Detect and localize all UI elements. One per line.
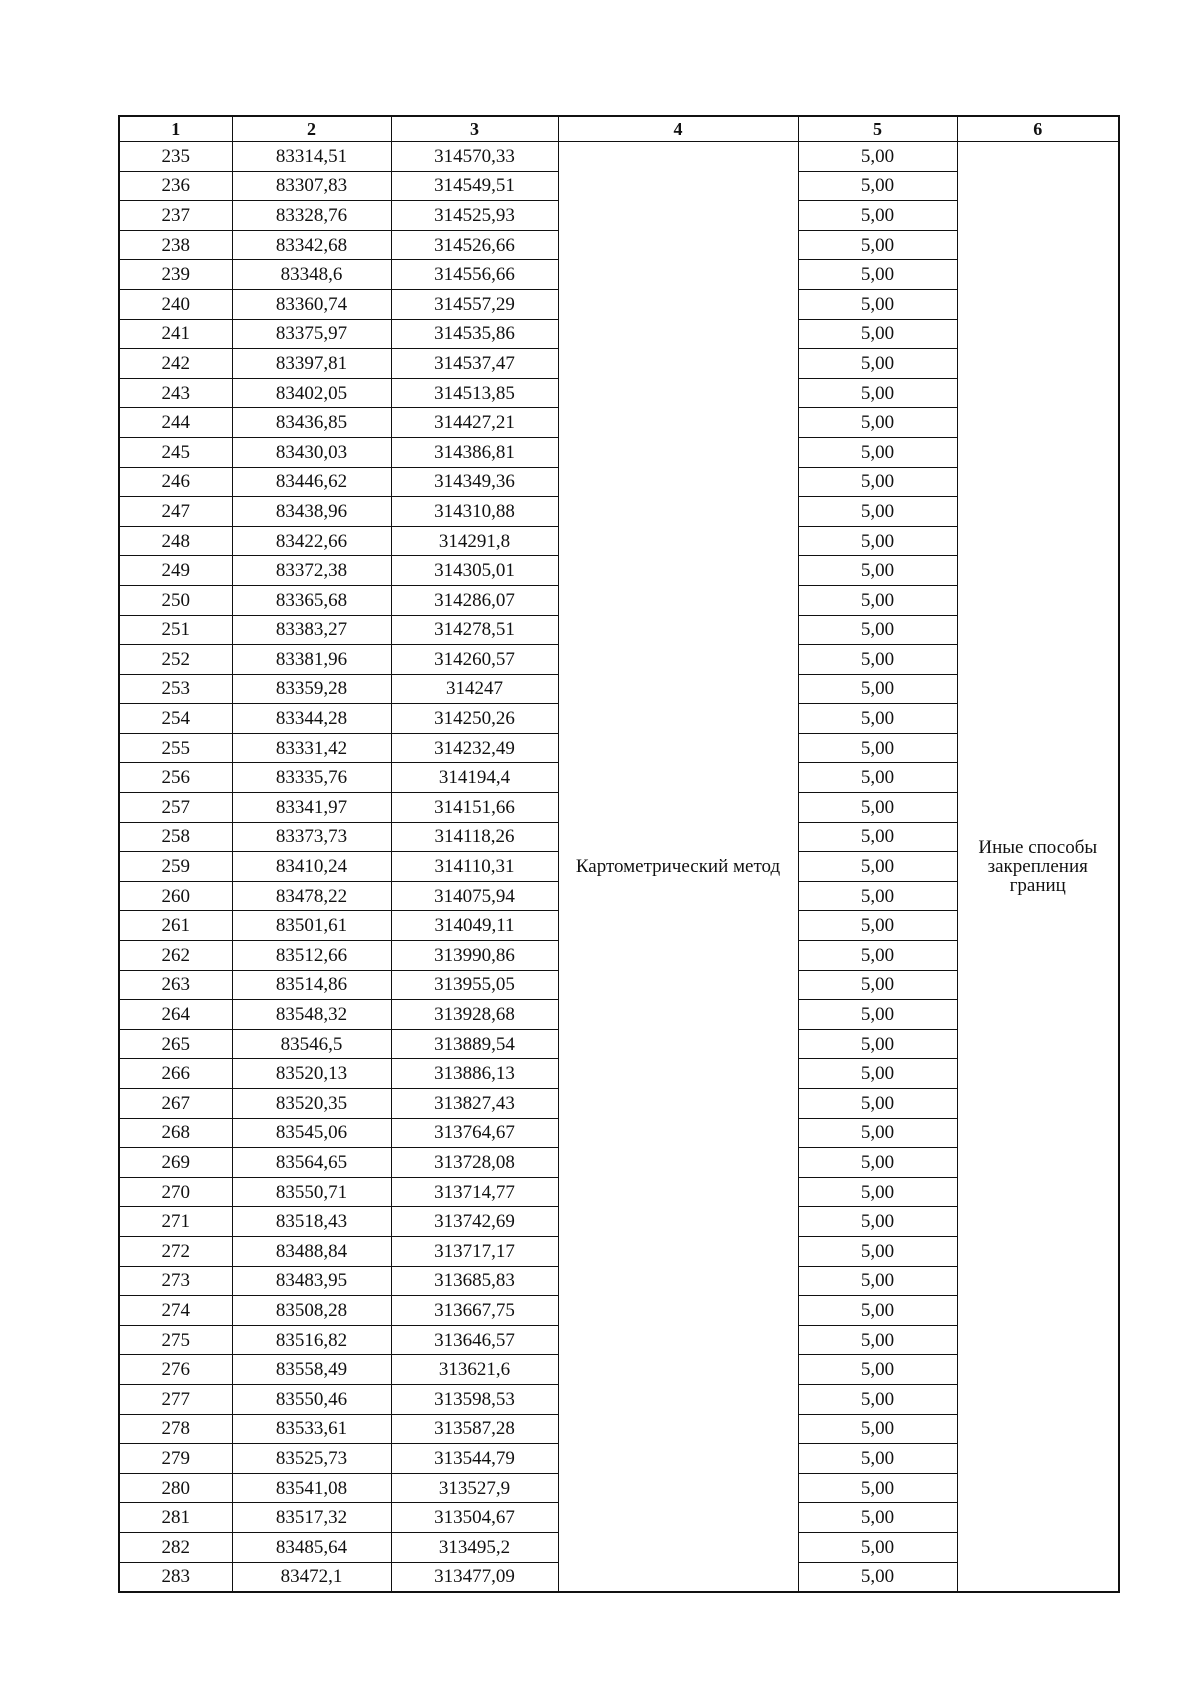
cell-coord-x: 83520,35 [232, 1089, 391, 1119]
cell-accuracy: 5,00 [798, 497, 957, 527]
cell-coord-x: 83501,61 [232, 911, 391, 941]
cell-coord-x: 83342,68 [232, 230, 391, 260]
cell-coord-y: 314513,85 [391, 378, 558, 408]
cell-point-number: 253 [119, 674, 232, 704]
cell-coord-x: 83344,28 [232, 704, 391, 734]
cell-accuracy: 5,00 [798, 1296, 957, 1326]
cell-point-number: 247 [119, 497, 232, 527]
cell-point-number: 240 [119, 289, 232, 319]
cell-coord-x: 83548,32 [232, 1000, 391, 1030]
cell-accuracy: 5,00 [798, 615, 957, 645]
cell-coord-y: 313667,75 [391, 1296, 558, 1326]
cell-coord-x: 83314,51 [232, 142, 391, 172]
cell-point-number: 275 [119, 1325, 232, 1355]
cell-coord-y: 314250,26 [391, 704, 558, 734]
cell-coord-y: 313598,53 [391, 1384, 558, 1414]
cell-accuracy: 5,00 [798, 1562, 957, 1592]
cell-coord-x: 83541,08 [232, 1473, 391, 1503]
cell-accuracy: 5,00 [798, 1029, 957, 1059]
cell-coord-y: 314525,93 [391, 201, 558, 231]
cell-accuracy: 5,00 [798, 941, 957, 971]
cell-coord-x: 83545,06 [232, 1118, 391, 1148]
cell-accuracy: 5,00 [798, 1266, 957, 1296]
cell-coord-y: 313621,6 [391, 1355, 558, 1385]
cell-coord-x: 83372,38 [232, 556, 391, 586]
cell-point-number: 242 [119, 349, 232, 379]
cell-accuracy: 5,00 [798, 1000, 957, 1030]
cell-coord-y: 314537,47 [391, 349, 558, 379]
cell-point-number: 252 [119, 645, 232, 675]
cell-accuracy: 5,00 [798, 1118, 957, 1148]
cell-coord-x: 83375,97 [232, 319, 391, 349]
cell-coord-y: 313477,09 [391, 1562, 558, 1592]
cell-coord-y: 314049,11 [391, 911, 558, 941]
cell-coord-y: 314305,01 [391, 556, 558, 586]
cell-coord-x: 83381,96 [232, 645, 391, 675]
method-cell: Картометрический метод [558, 142, 798, 1593]
cell-coord-y: 313504,67 [391, 1503, 558, 1533]
cell-coord-x: 83373,73 [232, 822, 391, 852]
cell-accuracy: 5,00 [798, 763, 957, 793]
cell-coord-x: 83508,28 [232, 1296, 391, 1326]
cell-coord-y: 313742,69 [391, 1207, 558, 1237]
cell-accuracy: 5,00 [798, 1089, 957, 1119]
cell-point-number: 236 [119, 171, 232, 201]
cell-accuracy: 5,00 [798, 1059, 957, 1089]
cell-coord-x: 83533,61 [232, 1414, 391, 1444]
cell-point-number: 273 [119, 1266, 232, 1296]
cell-accuracy: 5,00 [798, 378, 957, 408]
cell-coord-y: 314526,66 [391, 230, 558, 260]
cell-accuracy: 5,00 [798, 437, 957, 467]
cell-point-number: 261 [119, 911, 232, 941]
cell-coord-x: 83546,5 [232, 1029, 391, 1059]
header-col-1: 1 [119, 116, 232, 142]
cell-coord-x: 83359,28 [232, 674, 391, 704]
cell-accuracy: 5,00 [798, 1384, 957, 1414]
cell-coord-x: 83518,43 [232, 1207, 391, 1237]
cell-point-number: 268 [119, 1118, 232, 1148]
cell-coord-y: 314549,51 [391, 171, 558, 201]
cell-coord-y: 314291,8 [391, 526, 558, 556]
cell-accuracy: 5,00 [798, 349, 957, 379]
cell-point-number: 249 [119, 556, 232, 586]
cell-coord-x: 83550,46 [232, 1384, 391, 1414]
header-col-3: 3 [391, 116, 558, 142]
cell-coord-y: 313928,68 [391, 1000, 558, 1030]
cell-coord-y: 314427,21 [391, 408, 558, 438]
cell-accuracy: 5,00 [798, 674, 957, 704]
cell-coord-y: 314286,07 [391, 585, 558, 615]
cell-coord-y: 313714,77 [391, 1177, 558, 1207]
cell-point-number: 257 [119, 793, 232, 823]
cell-coord-y: 314386,81 [391, 437, 558, 467]
cell-point-number: 280 [119, 1473, 232, 1503]
cell-point-number: 251 [119, 615, 232, 645]
cell-coord-x: 83341,97 [232, 793, 391, 823]
cell-point-number: 277 [119, 1384, 232, 1414]
cell-coord-x: 83360,74 [232, 289, 391, 319]
cell-point-number: 244 [119, 408, 232, 438]
cell-coord-x: 83517,32 [232, 1503, 391, 1533]
cell-point-number: 269 [119, 1148, 232, 1178]
cell-point-number: 259 [119, 852, 232, 882]
cell-point-number: 282 [119, 1532, 232, 1562]
cell-coord-x: 83520,13 [232, 1059, 391, 1089]
cell-accuracy: 5,00 [798, 704, 957, 734]
table-body [119, 142, 1119, 1593]
cell-coord-x: 83328,76 [232, 201, 391, 231]
cell-accuracy: 5,00 [798, 1355, 957, 1385]
header-row [119, 116, 1119, 142]
cell-coord-y: 314247 [391, 674, 558, 704]
cell-coord-x: 83307,83 [232, 171, 391, 201]
cell-coord-x: 83478,22 [232, 881, 391, 911]
cell-coord-y: 313527,9 [391, 1473, 558, 1503]
cell-accuracy: 5,00 [798, 1177, 957, 1207]
cell-coord-x: 83402,05 [232, 378, 391, 408]
cell-accuracy: 5,00 [798, 1444, 957, 1474]
cell-coord-y: 313886,13 [391, 1059, 558, 1089]
cell-accuracy: 5,00 [798, 260, 957, 290]
cell-accuracy: 5,00 [798, 1148, 957, 1178]
cell-point-number: 281 [119, 1503, 232, 1533]
cell-coord-y: 314310,88 [391, 497, 558, 527]
cell-coord-x: 83436,85 [232, 408, 391, 438]
cell-point-number: 245 [119, 437, 232, 467]
cell-accuracy: 5,00 [798, 467, 957, 497]
cell-accuracy: 5,00 [798, 733, 957, 763]
cell-coord-y: 313889,54 [391, 1029, 558, 1059]
cell-coord-y: 314110,31 [391, 852, 558, 882]
cell-coord-y: 314535,86 [391, 319, 558, 349]
cell-coord-y: 313685,83 [391, 1266, 558, 1296]
cell-point-number: 250 [119, 585, 232, 615]
cell-coord-x: 83397,81 [232, 349, 391, 379]
cell-coord-y: 314118,26 [391, 822, 558, 852]
cell-accuracy: 5,00 [798, 556, 957, 586]
cell-accuracy: 5,00 [798, 1236, 957, 1266]
cell-accuracy: 5,00 [798, 1532, 957, 1562]
cell-coord-x: 83564,65 [232, 1148, 391, 1178]
cell-coord-y: 313717,17 [391, 1236, 558, 1266]
cell-coord-y: 313544,79 [391, 1444, 558, 1474]
cell-point-number: 283 [119, 1562, 232, 1592]
cell-coord-y: 314194,4 [391, 763, 558, 793]
cell-coord-x: 83485,64 [232, 1532, 391, 1562]
cell-accuracy: 5,00 [798, 230, 957, 260]
cell-accuracy: 5,00 [798, 822, 957, 852]
cell-coord-y: 314151,66 [391, 793, 558, 823]
cell-point-number: 248 [119, 526, 232, 556]
cell-coord-x: 83438,96 [232, 497, 391, 527]
cell-point-number: 276 [119, 1355, 232, 1385]
cell-accuracy: 5,00 [798, 645, 957, 675]
cell-point-number: 256 [119, 763, 232, 793]
header-col-4: 4 [558, 116, 798, 142]
header-col-6: 6 [957, 116, 1119, 142]
cell-coord-y: 314557,29 [391, 289, 558, 319]
cell-coord-x: 83512,66 [232, 941, 391, 971]
cell-coord-x: 83483,95 [232, 1266, 391, 1296]
cell-accuracy: 5,00 [798, 1414, 957, 1444]
cell-coord-y: 314570,33 [391, 142, 558, 172]
cell-coord-x: 83488,84 [232, 1236, 391, 1266]
cell-coord-x: 83446,62 [232, 467, 391, 497]
cell-coord-y: 314232,49 [391, 733, 558, 763]
cell-accuracy: 5,00 [798, 1473, 957, 1503]
cell-point-number: 267 [119, 1089, 232, 1119]
cell-coord-x: 83383,27 [232, 615, 391, 645]
cell-coord-x: 83410,24 [232, 852, 391, 882]
cell-accuracy: 5,00 [798, 526, 957, 556]
cell-coord-x: 83514,86 [232, 970, 391, 1000]
cell-point-number: 272 [119, 1236, 232, 1266]
cell-point-number: 265 [119, 1029, 232, 1059]
cell-point-number: 235 [119, 142, 232, 172]
cell-coord-x: 83430,03 [232, 437, 391, 467]
cell-coord-x: 83348,6 [232, 260, 391, 290]
cell-accuracy: 5,00 [798, 852, 957, 882]
cell-coord-y: 314556,66 [391, 260, 558, 290]
cell-point-number: 263 [119, 970, 232, 1000]
cell-coord-y: 314075,94 [391, 881, 558, 911]
cell-point-number: 254 [119, 704, 232, 734]
coordinates-table [118, 115, 1120, 1593]
cell-coord-x: 83558,49 [232, 1355, 391, 1385]
cell-point-number: 264 [119, 1000, 232, 1030]
cell-coord-y: 313495,2 [391, 1532, 558, 1562]
table-header [119, 116, 1119, 142]
cell-coord-y: 314260,57 [391, 645, 558, 675]
cell-coord-x: 83365,68 [232, 585, 391, 615]
cell-point-number: 237 [119, 201, 232, 231]
cell-coord-y: 314349,36 [391, 467, 558, 497]
cell-accuracy: 5,00 [798, 171, 957, 201]
cell-point-number: 266 [119, 1059, 232, 1089]
cell-coord-y: 314278,51 [391, 615, 558, 645]
cell-coord-y: 313728,08 [391, 1148, 558, 1178]
cell-point-number: 260 [119, 881, 232, 911]
cell-coord-y: 313646,57 [391, 1325, 558, 1355]
cell-point-number: 238 [119, 230, 232, 260]
cell-accuracy: 5,00 [798, 585, 957, 615]
fixation-cell: Иные способы закрепления границ [957, 142, 1119, 1593]
cell-coord-y: 313990,86 [391, 941, 558, 971]
cell-coord-y: 313587,28 [391, 1414, 558, 1444]
cell-point-number: 278 [119, 1414, 232, 1444]
cell-accuracy: 5,00 [798, 1503, 957, 1533]
cell-point-number: 271 [119, 1207, 232, 1237]
cell-coord-y: 313764,67 [391, 1118, 558, 1148]
cell-accuracy: 5,00 [798, 201, 957, 231]
cell-point-number: 239 [119, 260, 232, 290]
cell-coord-y: 313955,05 [391, 970, 558, 1000]
cell-accuracy: 5,00 [798, 911, 957, 941]
cell-coord-x: 83422,66 [232, 526, 391, 556]
cell-accuracy: 5,00 [798, 793, 957, 823]
cell-accuracy: 5,00 [798, 1207, 957, 1237]
cell-point-number: 270 [119, 1177, 232, 1207]
cell-point-number: 258 [119, 822, 232, 852]
header-col-5: 5 [798, 116, 957, 142]
cell-point-number: 255 [119, 733, 232, 763]
cell-accuracy: 5,00 [798, 970, 957, 1000]
cell-point-number: 241 [119, 319, 232, 349]
cell-accuracy: 5,00 [798, 142, 957, 172]
cell-point-number: 243 [119, 378, 232, 408]
cell-point-number: 262 [119, 941, 232, 971]
cell-coord-y: 313827,43 [391, 1089, 558, 1119]
cell-point-number: 246 [119, 467, 232, 497]
cell-coord-x: 83331,42 [232, 733, 391, 763]
cell-accuracy: 5,00 [798, 408, 957, 438]
cell-accuracy: 5,00 [798, 289, 957, 319]
cell-coord-x: 83550,71 [232, 1177, 391, 1207]
cell-point-number: 279 [119, 1444, 232, 1474]
cell-coord-x: 83472,1 [232, 1562, 391, 1592]
cell-accuracy: 5,00 [798, 319, 957, 349]
header-col-2: 2 [232, 116, 391, 142]
cell-point-number: 274 [119, 1296, 232, 1326]
cell-coord-x: 83335,76 [232, 763, 391, 793]
table-row [119, 142, 1119, 172]
cell-coord-x: 83516,82 [232, 1325, 391, 1355]
cell-accuracy: 5,00 [798, 1325, 957, 1355]
cell-coord-x: 83525,73 [232, 1444, 391, 1474]
cell-accuracy: 5,00 [798, 881, 957, 911]
